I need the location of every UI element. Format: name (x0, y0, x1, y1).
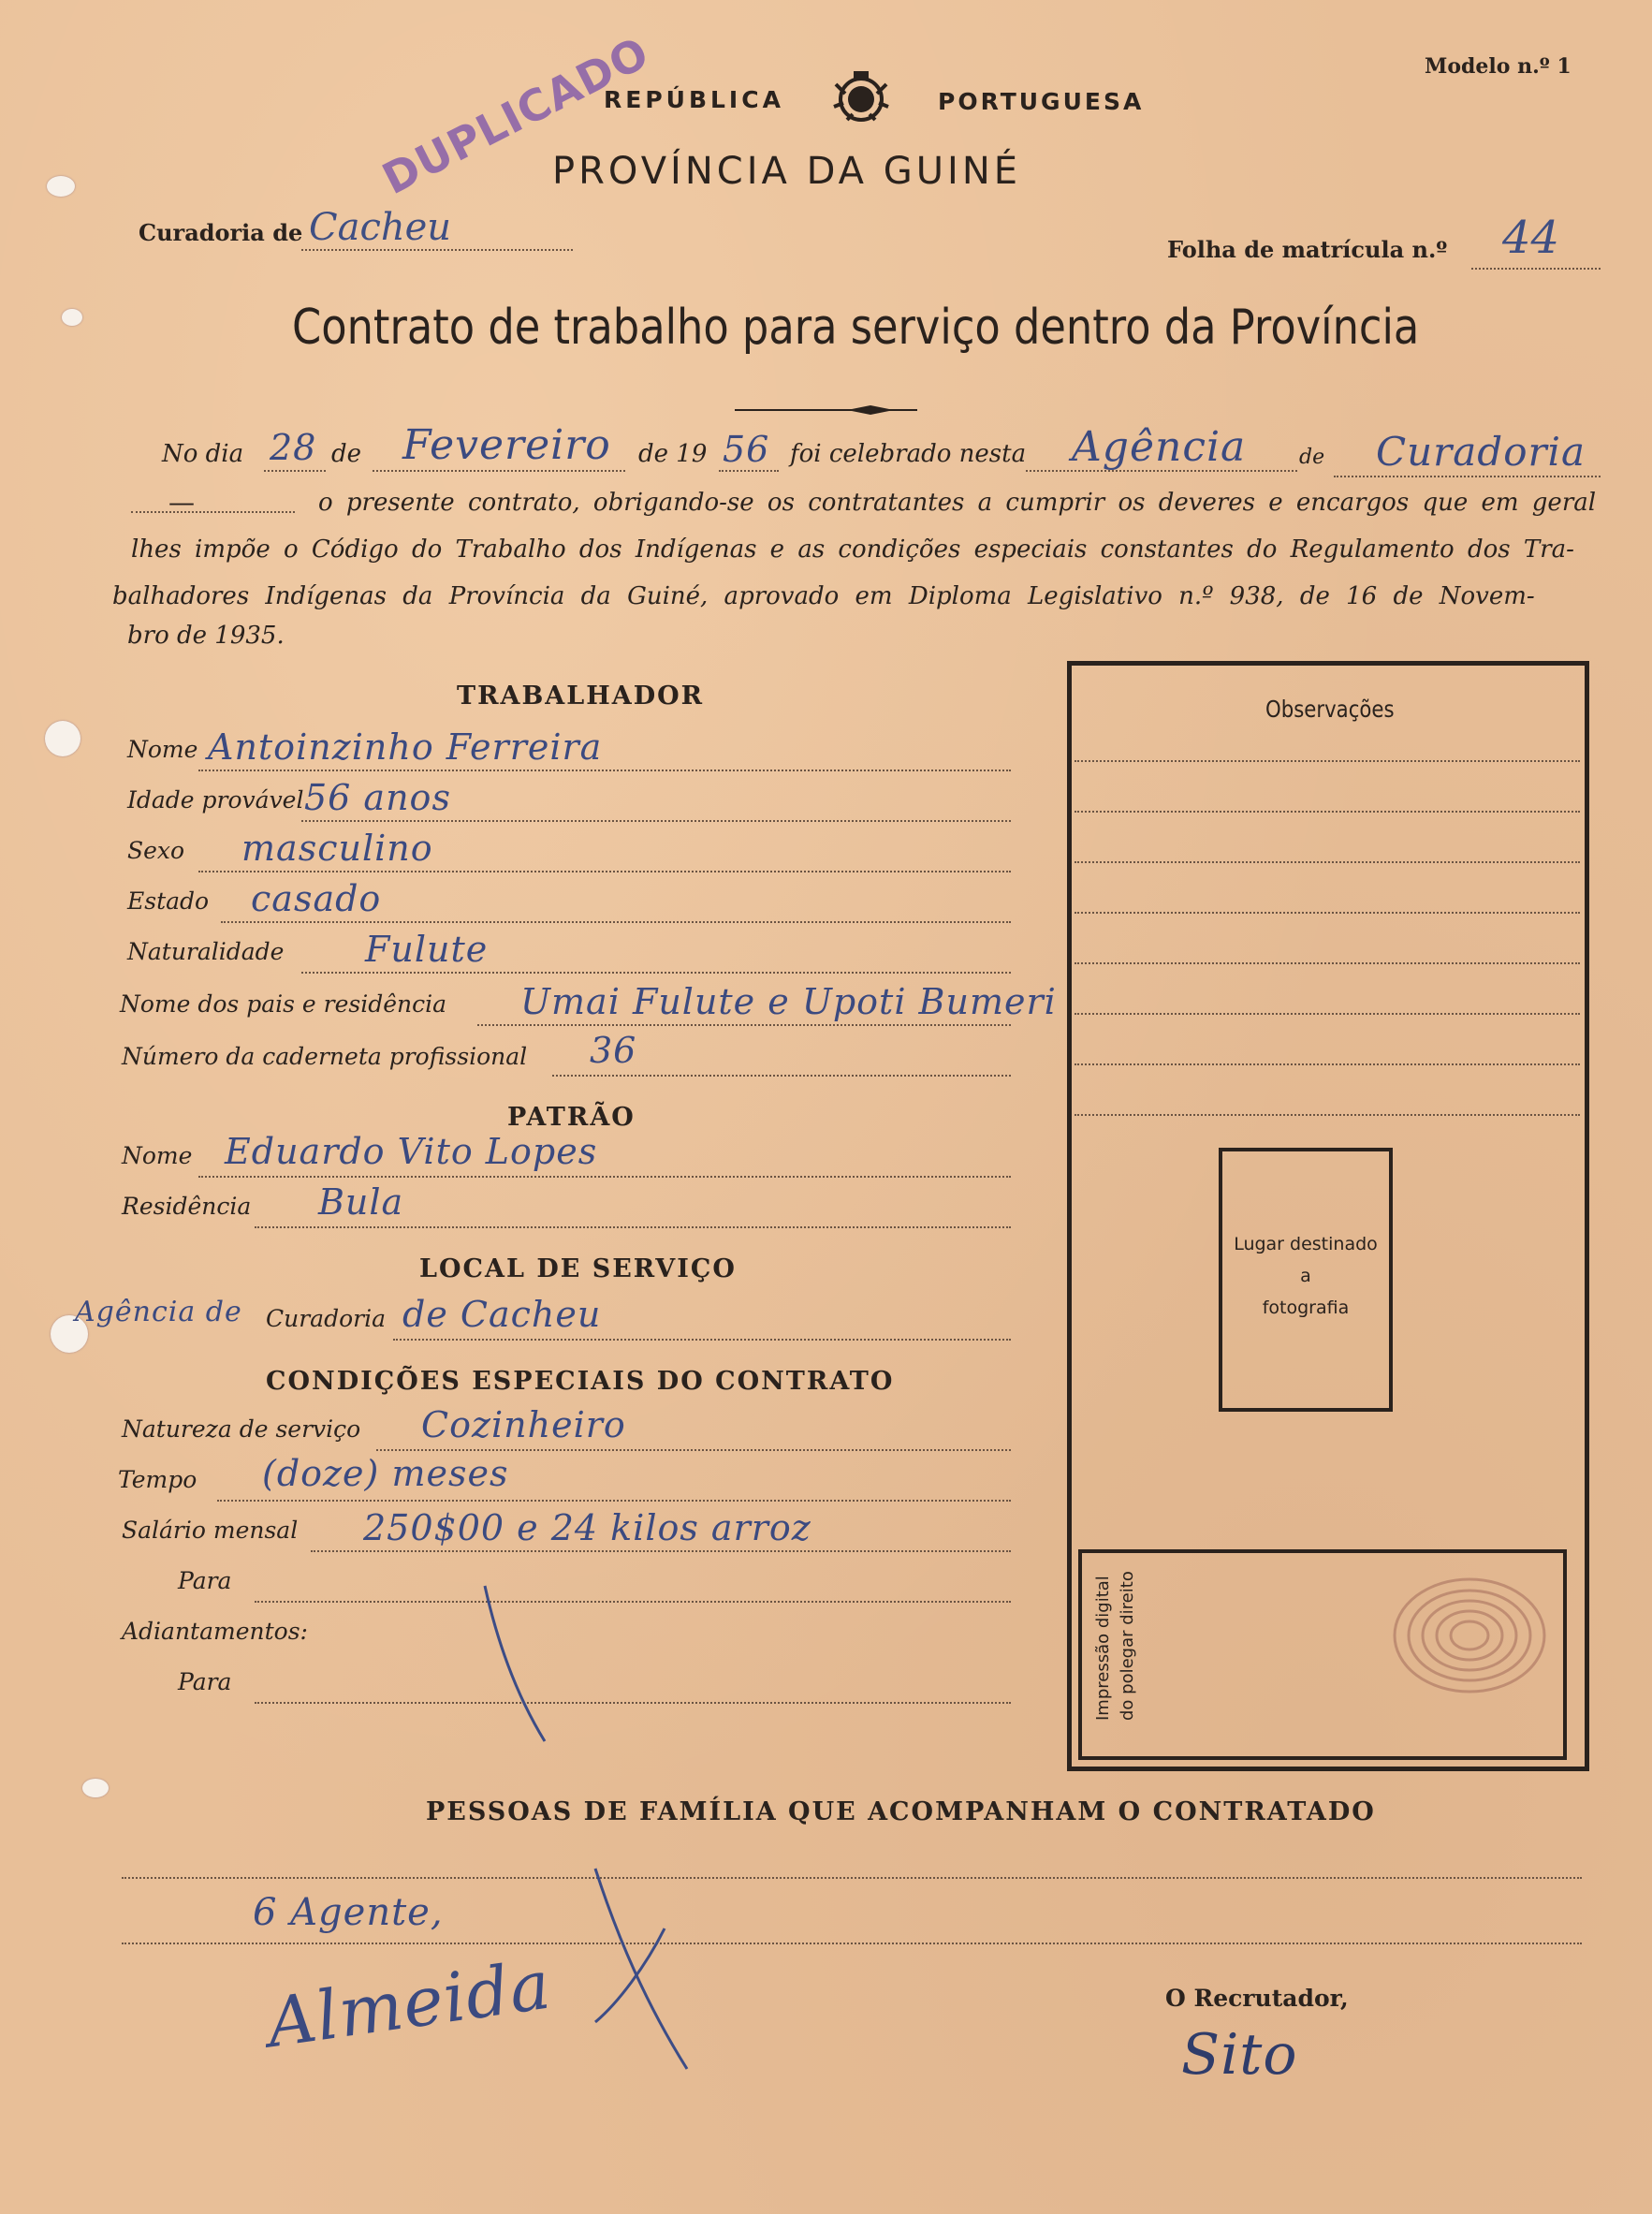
intro-line4: balhadores Indígenas da Província da Guiné, aprovado em Diploma Legislativo n.º 938, de 16 de Novem- (112, 582, 1535, 610)
intro-line5: bro de 1935. (127, 622, 285, 650)
duplicado-stamp: DUPLICADO (374, 26, 657, 205)
curadoria-value: Cacheu (309, 206, 452, 249)
trab-estado-value: casado (251, 878, 382, 919)
cond-salario-value: 250$00 e 24 kilos arroz (363, 1507, 811, 1548)
patrao-heading: PATRÃO (507, 1103, 636, 1132)
coat-of-arms-icon (828, 66, 894, 127)
intro-dash: — (168, 487, 195, 518)
cond-natureza-value: Cozinheiro (421, 1404, 626, 1445)
photo-line3: fotografia (1262, 1298, 1350, 1318)
familia-handwritten: 6 Agente, (253, 1891, 444, 1934)
cond-para2-label: Para (178, 1668, 232, 1695)
patrao-residencia-value: Bula (318, 1181, 404, 1223)
condicoes-heading: CONDIÇÕES ESPECIAIS DO CONTRATO (266, 1367, 895, 1396)
thumb-line1: Impressão digital (1093, 1576, 1113, 1721)
punch-hole (62, 309, 82, 326)
patrao-nome-value: Eduardo Vito Lopes (225, 1131, 598, 1172)
intro-month: Fevereiro (402, 421, 611, 469)
trab-idade-value: 56 anos (304, 777, 451, 818)
cond-adiantamentos-label: Adiantamentos: (122, 1618, 308, 1645)
patrao-residencia-label: Residência (122, 1193, 252, 1220)
local-curadoria-label: Curadoria (266, 1305, 386, 1332)
observacoes-title: Observações (1265, 696, 1395, 723)
title-ornament (735, 403, 917, 416)
trab-caderneta-value: 36 (590, 1030, 637, 1071)
familia-heading: PESSOAS DE FAMÍLIA QUE ACOMPANHAM O CONTRATADO (426, 1797, 1376, 1826)
model-number: Modelo n.º 1 (1425, 54, 1572, 79)
trab-sexo-value: masculino (241, 828, 433, 869)
folha-value: 44 (1502, 212, 1560, 264)
curadoria-label: Curadoria de (139, 219, 303, 246)
trab-naturalidade-label: Naturalidade (127, 938, 285, 965)
trab-caderneta-label: Número da caderneta profissional (122, 1043, 528, 1070)
cond-tempo-value: (doze) meses (262, 1453, 509, 1494)
republic-right: PORTUGUESA (938, 88, 1145, 115)
thumbprint-icon (1381, 1565, 1558, 1706)
intro-de1: de (331, 440, 362, 468)
intro-line3: lhes impõe o Código do Trabalho dos Indígenas e as condições especiais constantes do Regulamento dos Tra- (131, 535, 1574, 564)
cond-tempo-label: Tempo (118, 1466, 197, 1493)
intro-de2: de (1299, 446, 1325, 469)
familia-signature: Almeida (262, 1944, 556, 2063)
trab-pais-label: Nome dos pais e residência (120, 990, 446, 1018)
thumb-line2: do polegar direito (1118, 1571, 1137, 1721)
intro-place1: Agência (1072, 423, 1247, 471)
trab-idade-label: Idade provável (127, 786, 304, 814)
trab-sexo-label: Sexo (127, 837, 185, 864)
recrutador-label: O Recrutador, (1165, 1985, 1349, 2012)
pen-stroke-2 (590, 1863, 693, 2078)
patrao-nome-label: Nome (122, 1142, 193, 1169)
intro-de-ano: de 19 (638, 440, 708, 468)
trab-nome-value: Antoinzinho Ferreira (208, 726, 603, 768)
cond-natureza-label: Natureza de serviço (122, 1415, 361, 1443)
punch-hole (82, 1779, 109, 1797)
cond-para1-label: Para (178, 1567, 232, 1594)
pen-stroke (477, 1580, 552, 1749)
intro-celebrado: foi celebrado nesta (790, 440, 1027, 468)
republic-left: REPÚBLICA (604, 86, 784, 113)
trab-nome-label: Nome (127, 736, 198, 763)
cond-salario-label: Salário mensal (122, 1517, 299, 1544)
trab-naturalidade-value: Fulute (365, 929, 489, 970)
photo-line2: a (1300, 1266, 1311, 1286)
intro-year: 56 (723, 429, 770, 470)
intro-no-dia: No dia (162, 440, 244, 468)
trabalhador-heading: TRABALHADOR (457, 682, 705, 711)
trab-estado-label: Estado (127, 887, 210, 915)
province-title: PROVÍNCIA DA GUINÉ (552, 150, 1022, 193)
recrutador-signature: Sito (1181, 2022, 1298, 2088)
contract-title: Contrato de trabalho para serviço dentro da Província (292, 300, 1420, 356)
punch-hole (45, 721, 80, 756)
folha-label: Folha de matrícula n.º (1167, 236, 1448, 263)
intro-place2: Curadoria (1376, 429, 1586, 475)
local-heading: LOCAL DE SERVIÇO (419, 1254, 737, 1283)
photo-line1: Lugar destinado (1234, 1234, 1378, 1254)
local-suffix-value: de Cacheu (402, 1294, 602, 1335)
intro-line2: o presente contrato, obrigando-se os contratantes a cumprir os deveres e encargos que em geral (318, 489, 1597, 517)
local-prefix-value: Agência de (75, 1296, 242, 1328)
punch-hole (47, 176, 75, 197)
trab-pais-value: Umai Fulute e Upoti Bumeri (520, 981, 1057, 1022)
intro-day: 28 (270, 427, 317, 468)
